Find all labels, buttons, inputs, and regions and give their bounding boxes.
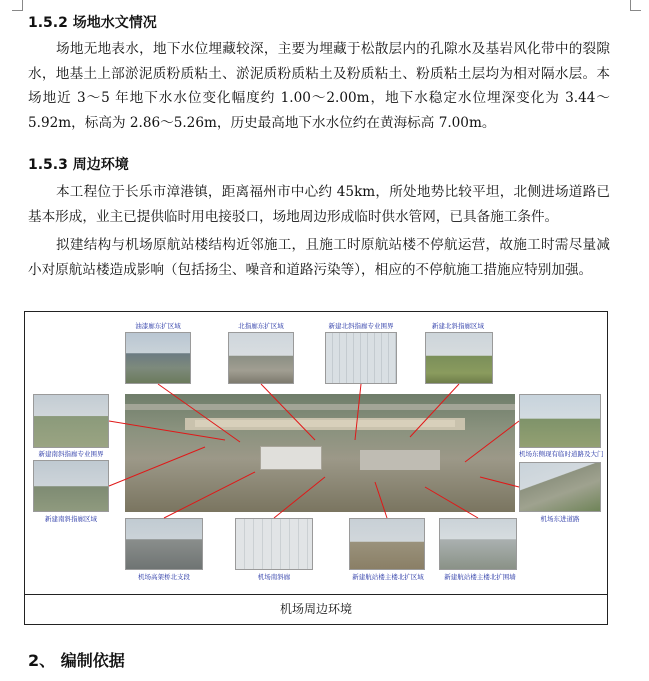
figure-caption-divider [25, 594, 607, 595]
photo-label-11: 新建航站楼主楼北扩区域 [352, 573, 424, 581]
paragraph-hydrology: 场地无地表水，地下水位埋藏较深，主要为埋藏于松散层内的孔隙水及基岩风化带中的裂隙水，地基土上部淤泥质粉质粘土、淤泥质粉质粘土及粉质粘土、粉质粘土层均为相对隔水层。本场地近 3～5 年地下水水位变化幅度约 1.00～2.00m，地下水稳定水位埋深变化为 3.44～5.92m，标高为 2.86～5.26m，历史最高地下水水位约在黄海标高 7.00m。 [28, 41, 610, 131]
page-corner-marker-left [12, 0, 23, 11]
section-heading-153: 1.5.3 周边环境 [28, 157, 129, 173]
callout-line-1 [158, 384, 240, 442]
paragraph-surroundings-2: 拟建结构与机场原航站楼结构近邻施工，且施工时原航站楼不停航运营，故施工时需尽量减小对原航站楼造成影响（包括扬尘、噪音和道路污染等），相应的不停航施工措施应特别加强。 [28, 237, 610, 278]
callout-line-7 [465, 421, 519, 462]
callout-line-2 [261, 384, 315, 440]
callout-line-5 [109, 421, 225, 440]
photo-label-6: 新建南斜指廊区域 [45, 515, 97, 523]
callout-line-6 [109, 447, 205, 486]
section-heading-2: 2、 编制依据 [28, 651, 125, 670]
photo-label-7: 机场东侧现有临时道路及大门 [519, 450, 604, 458]
callout-line-3 [355, 384, 361, 440]
photo-label-1: 油漆廊东扩区域 [135, 322, 181, 330]
section-heading-152: 1.5.2 场地水文情况 [28, 15, 157, 31]
photo-label-9: 机场高架桥北支段 [138, 573, 190, 581]
photo-label-4: 新建北斜指廊区域 [432, 322, 484, 330]
paragraph-surroundings-1: 本工程位于长乐市漳港镇，距离福州市中心约 45km，所处地势比较平坦，北侧进场道路已基本形成，业主已提供临时用电接驳口，场地周边形成临时供水管网，已具备施工条件。 [28, 184, 610, 225]
callout-line-9 [164, 472, 255, 518]
callout-lines [25, 312, 609, 594]
figure-airport-surroundings [24, 311, 608, 625]
photo-label-12: 新建航站楼主楼北扩围墙 [444, 573, 516, 581]
figure-caption: 机场周边环境 [279, 602, 352, 616]
page-corner-marker-right [630, 0, 641, 11]
callout-line-12 [425, 487, 478, 518]
photo-label-10: 机场南斜廊 [257, 573, 291, 581]
photo-label-5: 新建南斜指廊专业围界 [38, 450, 104, 458]
callout-line-11 [375, 482, 387, 518]
photo-label-3: 新建北斜指廊专业围界 [328, 322, 394, 330]
photo-label-8: 机场东进道路 [540, 515, 580, 523]
photo-label-2: 北指廊东扩区域 [238, 322, 284, 330]
callout-line-10 [274, 477, 325, 518]
callout-line-4 [410, 384, 459, 437]
callout-line-8 [480, 477, 519, 487]
